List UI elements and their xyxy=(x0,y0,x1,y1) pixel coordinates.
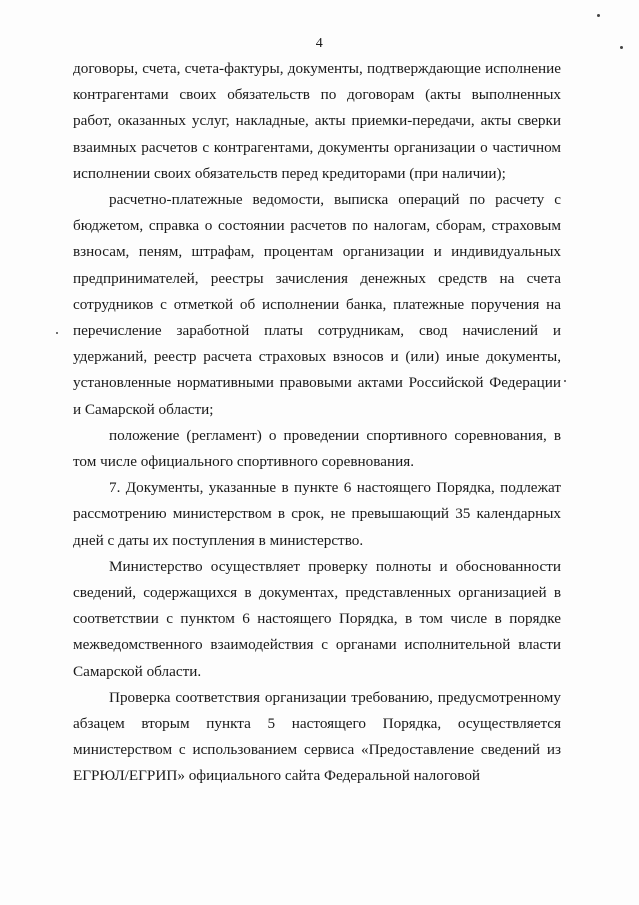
scan-speck xyxy=(564,380,566,382)
scan-speck xyxy=(597,14,600,17)
scan-speck xyxy=(620,46,623,49)
paragraph-payroll-statements: расчетно-платежные ведомости, выписка операций по расчету с бюджетом, справка о состоянии расчетов по налогам, сборам, страховым взносам, пеням, штрафам, процентам организации и индивидуальных предпринимателей, реестры зачисления денежных средств на счета сотрудников с отметкой об исполнении банка, платежные поручения на перечисление заработной платы сотрудникам, свод начислений и удержаний, реестр расчета страховых взносов и (или) иные документы, установленные нормативными правовыми актами Российской Федерации и Самарской области; xyxy=(73,191,561,418)
page-number: 4 xyxy=(315,36,324,51)
paragraph-competition-regulation: положение (регламент) о проведении спортивного соревнования, в том числе официального спортивного соревнования. xyxy=(73,426,561,471)
paragraph-clause-7: 7. Документы, указанные в пункте 6 настоящего Порядка, подлежат рассмотрению министерством в срок, не превышающий 35 календарных дней с даты их поступления в министерство. xyxy=(73,479,561,549)
paragraph-ministry-verification: Министерство осуществляет проверку полноты и обоснованности сведений, содержащихся в документах, представленных организацией в соответствии с пунктом 6 настоящего Порядка, в том числе в порядке межведомственного взаимодействия с органами исполнительной власти Самарской области. xyxy=(73,557,561,680)
document-body xyxy=(73,56,561,790)
paragraph-egrul-check: Проверка соответствия организации требованию, предусмотренному абзацем вторым пункта 5 настоящего Порядка, осуществляется министерством с использованием сервиса «Предоставление сведений из ЕГРЮЛ/ЕГРИП» официального сайта Федеральной налоговой xyxy=(73,688,561,785)
scan-speck xyxy=(56,332,58,334)
paragraph-contracts: договоры, счета, счета-фактуры, документы, подтверждающие исполнение контрагентами своих обязательств по договорам (акты выполненных работ, оказанных услуг, накладные, акты приемки-передачи, акты сверки взаимных расчетов с контрагентами, документы организации о частичном исполнении своих обязательств перед кредиторами (при наличии); xyxy=(73,60,561,182)
